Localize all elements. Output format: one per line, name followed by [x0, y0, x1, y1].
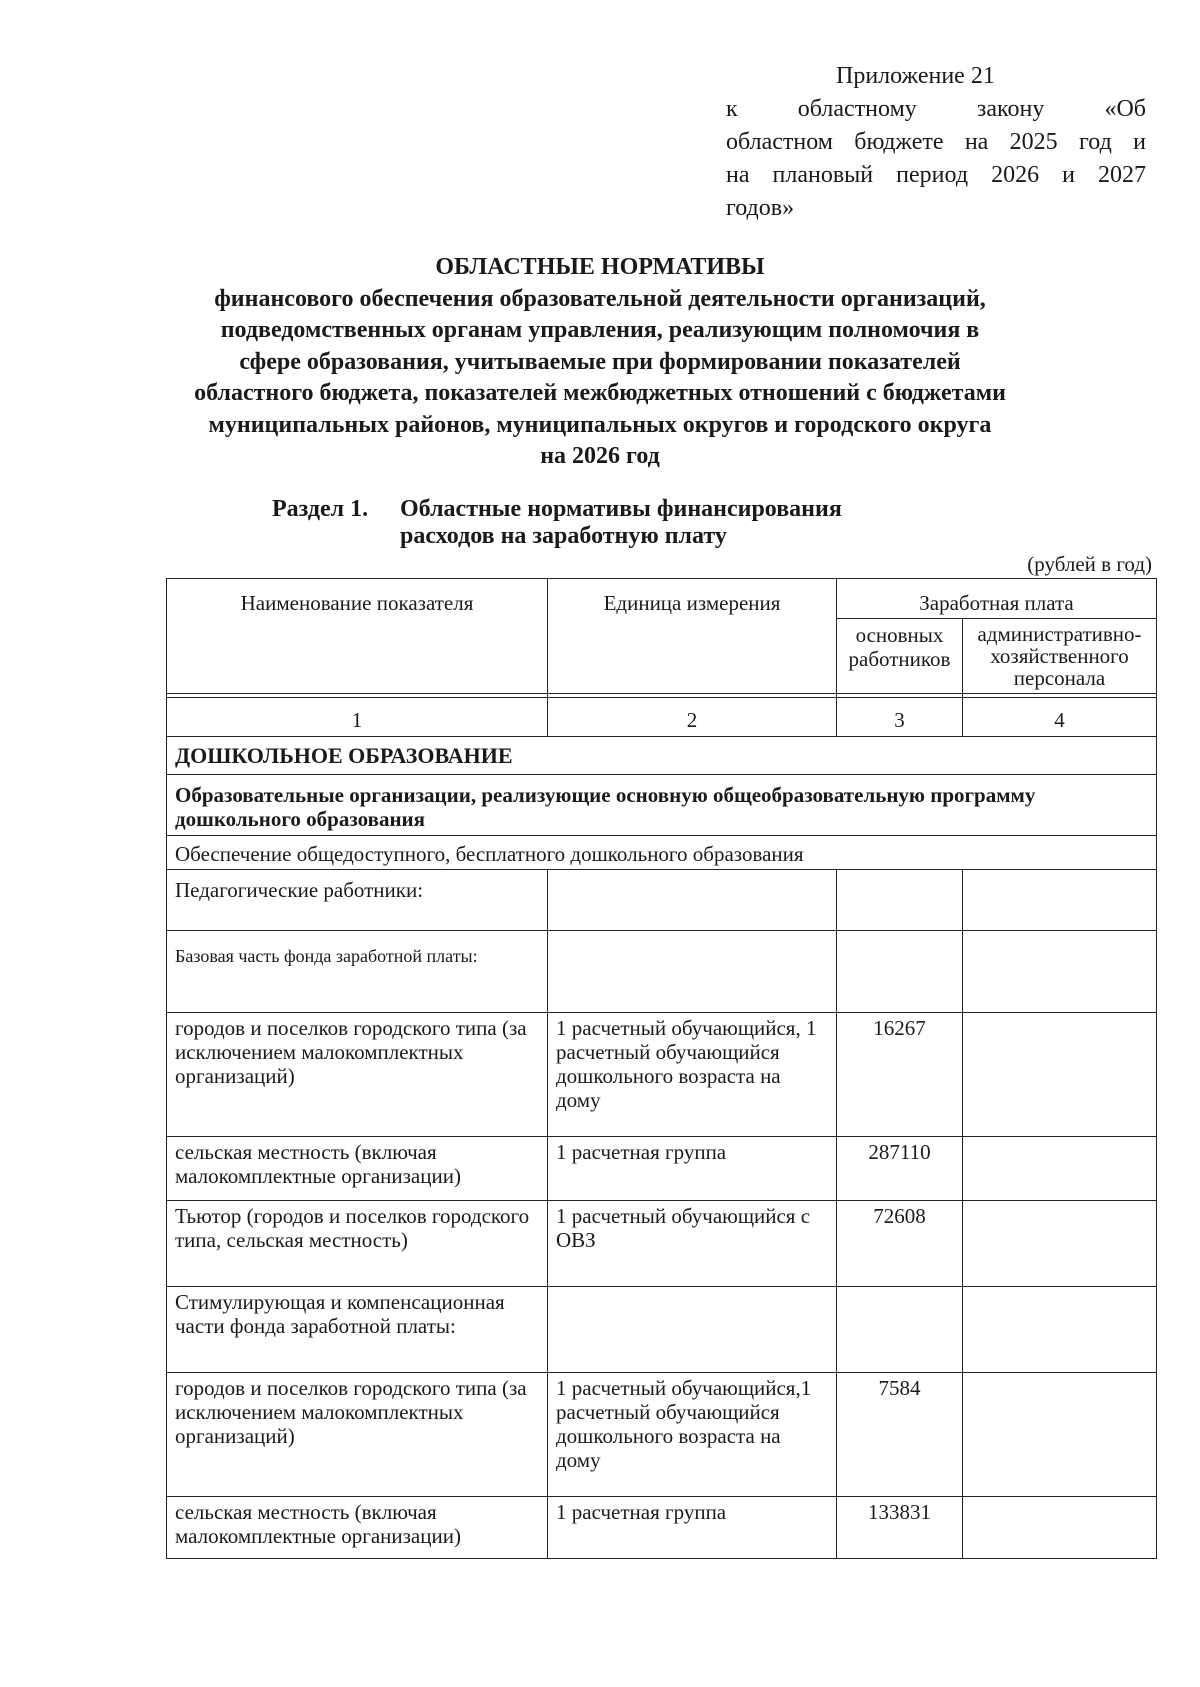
subsection-row: [167, 775, 1157, 836]
main-staff-cell: [837, 1287, 963, 1373]
document-title: ОБЛАСТНЫЕ НОРМАТИВЫ: [435, 254, 765, 280]
main-staff-cell: 133831: [837, 1497, 963, 1559]
admin-staff-cell: [963, 1287, 1157, 1373]
indicator-cell: городов и поселков городского типа (за исключением малокомплектных организаций): [167, 1013, 548, 1137]
unit-cell: 1 расчетная группа: [548, 1497, 837, 1559]
unit-cell: 1 расчетный обучающийся с ОВЗ: [548, 1201, 837, 1287]
table-row: [167, 1013, 1157, 1137]
appendix-reference: [726, 60, 1146, 225]
heading-line: подведомственных органам управления, реализующим полномочия в: [220, 317, 980, 343]
main-staff-cell: 287110: [837, 1137, 963, 1201]
main-staff-cell: [837, 870, 963, 931]
header-admin-staff: административно-хозяйственного персонала: [963, 619, 1157, 694]
unit-cell: [548, 1287, 837, 1373]
table-row: [167, 1287, 1157, 1373]
header-main-staff: основных работников: [837, 619, 963, 694]
admin-staff-cell: [963, 1373, 1157, 1497]
table-row: [167, 1373, 1157, 1497]
heading-line: сфере образования, учитываемые при формировании показателей: [239, 348, 961, 375]
appendix-line: областном бюджете на 2025 год и: [726, 129, 1146, 155]
heading-line: на 2026 год: [540, 443, 660, 469]
heading-line: муниципальных районов, муниципальных округов и городского округа: [208, 411, 992, 438]
indicator-cell: Базовая часть фонда заработной платы:: [167, 931, 548, 1013]
main-staff-cell: 7584: [837, 1373, 963, 1497]
document-heading: [130, 252, 1070, 473]
table-header-row: [167, 579, 1157, 619]
appendix-line: к областному закону «Об: [726, 96, 1146, 122]
section-title-line: расходов на заработную плату: [400, 523, 727, 549]
indicator-cell: Стимулирующая и компенсационная части фонда заработной платы:: [167, 1287, 548, 1373]
appendix-line: на плановый период 2026 и 2027: [726, 162, 1146, 188]
indicator-cell: сельская местность (включая малокомплектные организации): [167, 1137, 548, 1201]
appendix-title: Приложение 21: [836, 63, 995, 89]
admin-staff-cell: [963, 1013, 1157, 1137]
indicator-cell: Тьютор (городов и поселков городского типа, сельская местность): [167, 1201, 548, 1287]
header-indicator: Наименование показателя: [167, 579, 548, 694]
section-number: Раздел 1.: [272, 496, 369, 522]
column-number: 4: [963, 698, 1157, 737]
indicator-cell: городов и поселков городского типа (за исключением малокомплектных организаций): [167, 1373, 548, 1497]
column-numbers-row: [167, 698, 1157, 737]
section-title-cell: ДОШКОЛЬНОЕ ОБРАЗОВАНИЕ: [167, 737, 1157, 775]
indicator-cell: сельская местность (включая малокомплектные организации): [167, 1497, 548, 1559]
indicator-cell: Педагогические работники:: [167, 870, 548, 931]
salary-norms-table: [166, 578, 1156, 1559]
table-row: [167, 870, 1157, 931]
subsection-title-cell: Образовательные организации, реализующие основную общеобразовательную программу дошкольного образования: [167, 775, 1157, 836]
header-salary: Заработная плата: [837, 579, 1157, 619]
main-staff-cell: 72608: [837, 1201, 963, 1287]
main-staff-cell: [837, 931, 963, 1013]
group-row: [167, 836, 1157, 870]
table-row: [167, 1137, 1157, 1201]
table-row: [167, 931, 1157, 1013]
admin-staff-cell: [963, 1201, 1157, 1287]
column-number: 2: [548, 698, 837, 737]
admin-staff-cell: [963, 1497, 1157, 1559]
section-heading: [272, 496, 972, 550]
heading-line: финансового обеспечения образовательной деятельности организаций,: [214, 285, 986, 312]
admin-staff-cell: [963, 1137, 1157, 1201]
column-number: 3: [837, 698, 963, 737]
unit-cell: 1 расчетная группа: [548, 1137, 837, 1201]
unit-cell: 1 расчетный обучающийся,1 расчетный обучающийся дошкольного возраста на дому: [548, 1373, 837, 1497]
table-row: [167, 1201, 1157, 1287]
admin-staff-cell: [963, 931, 1157, 1013]
unit-cell: 1 расчетный обучающийся, 1 расчетный обучающийся дошкольного возраста на дому: [548, 1013, 837, 1137]
group-title-cell: Обеспечение общедоступного, бесплатного дошкольного образования: [167, 836, 1157, 870]
main-staff-cell: 16267: [837, 1013, 963, 1137]
appendix-line: годов»: [726, 195, 795, 221]
units-note: (рублей в год): [1027, 552, 1152, 576]
header-unit: Единица измерения: [548, 579, 837, 694]
section-row: [167, 737, 1157, 775]
unit-cell: [548, 931, 837, 1013]
section-title-line: Областные нормативы финансирования: [400, 496, 842, 522]
table-row: [167, 1497, 1157, 1559]
column-number: 1: [167, 698, 548, 737]
admin-staff-cell: [963, 870, 1157, 931]
heading-line: областного бюджета, показателей межбюджетных отношений с бюджетами: [194, 380, 1006, 406]
unit-cell: [548, 870, 837, 931]
